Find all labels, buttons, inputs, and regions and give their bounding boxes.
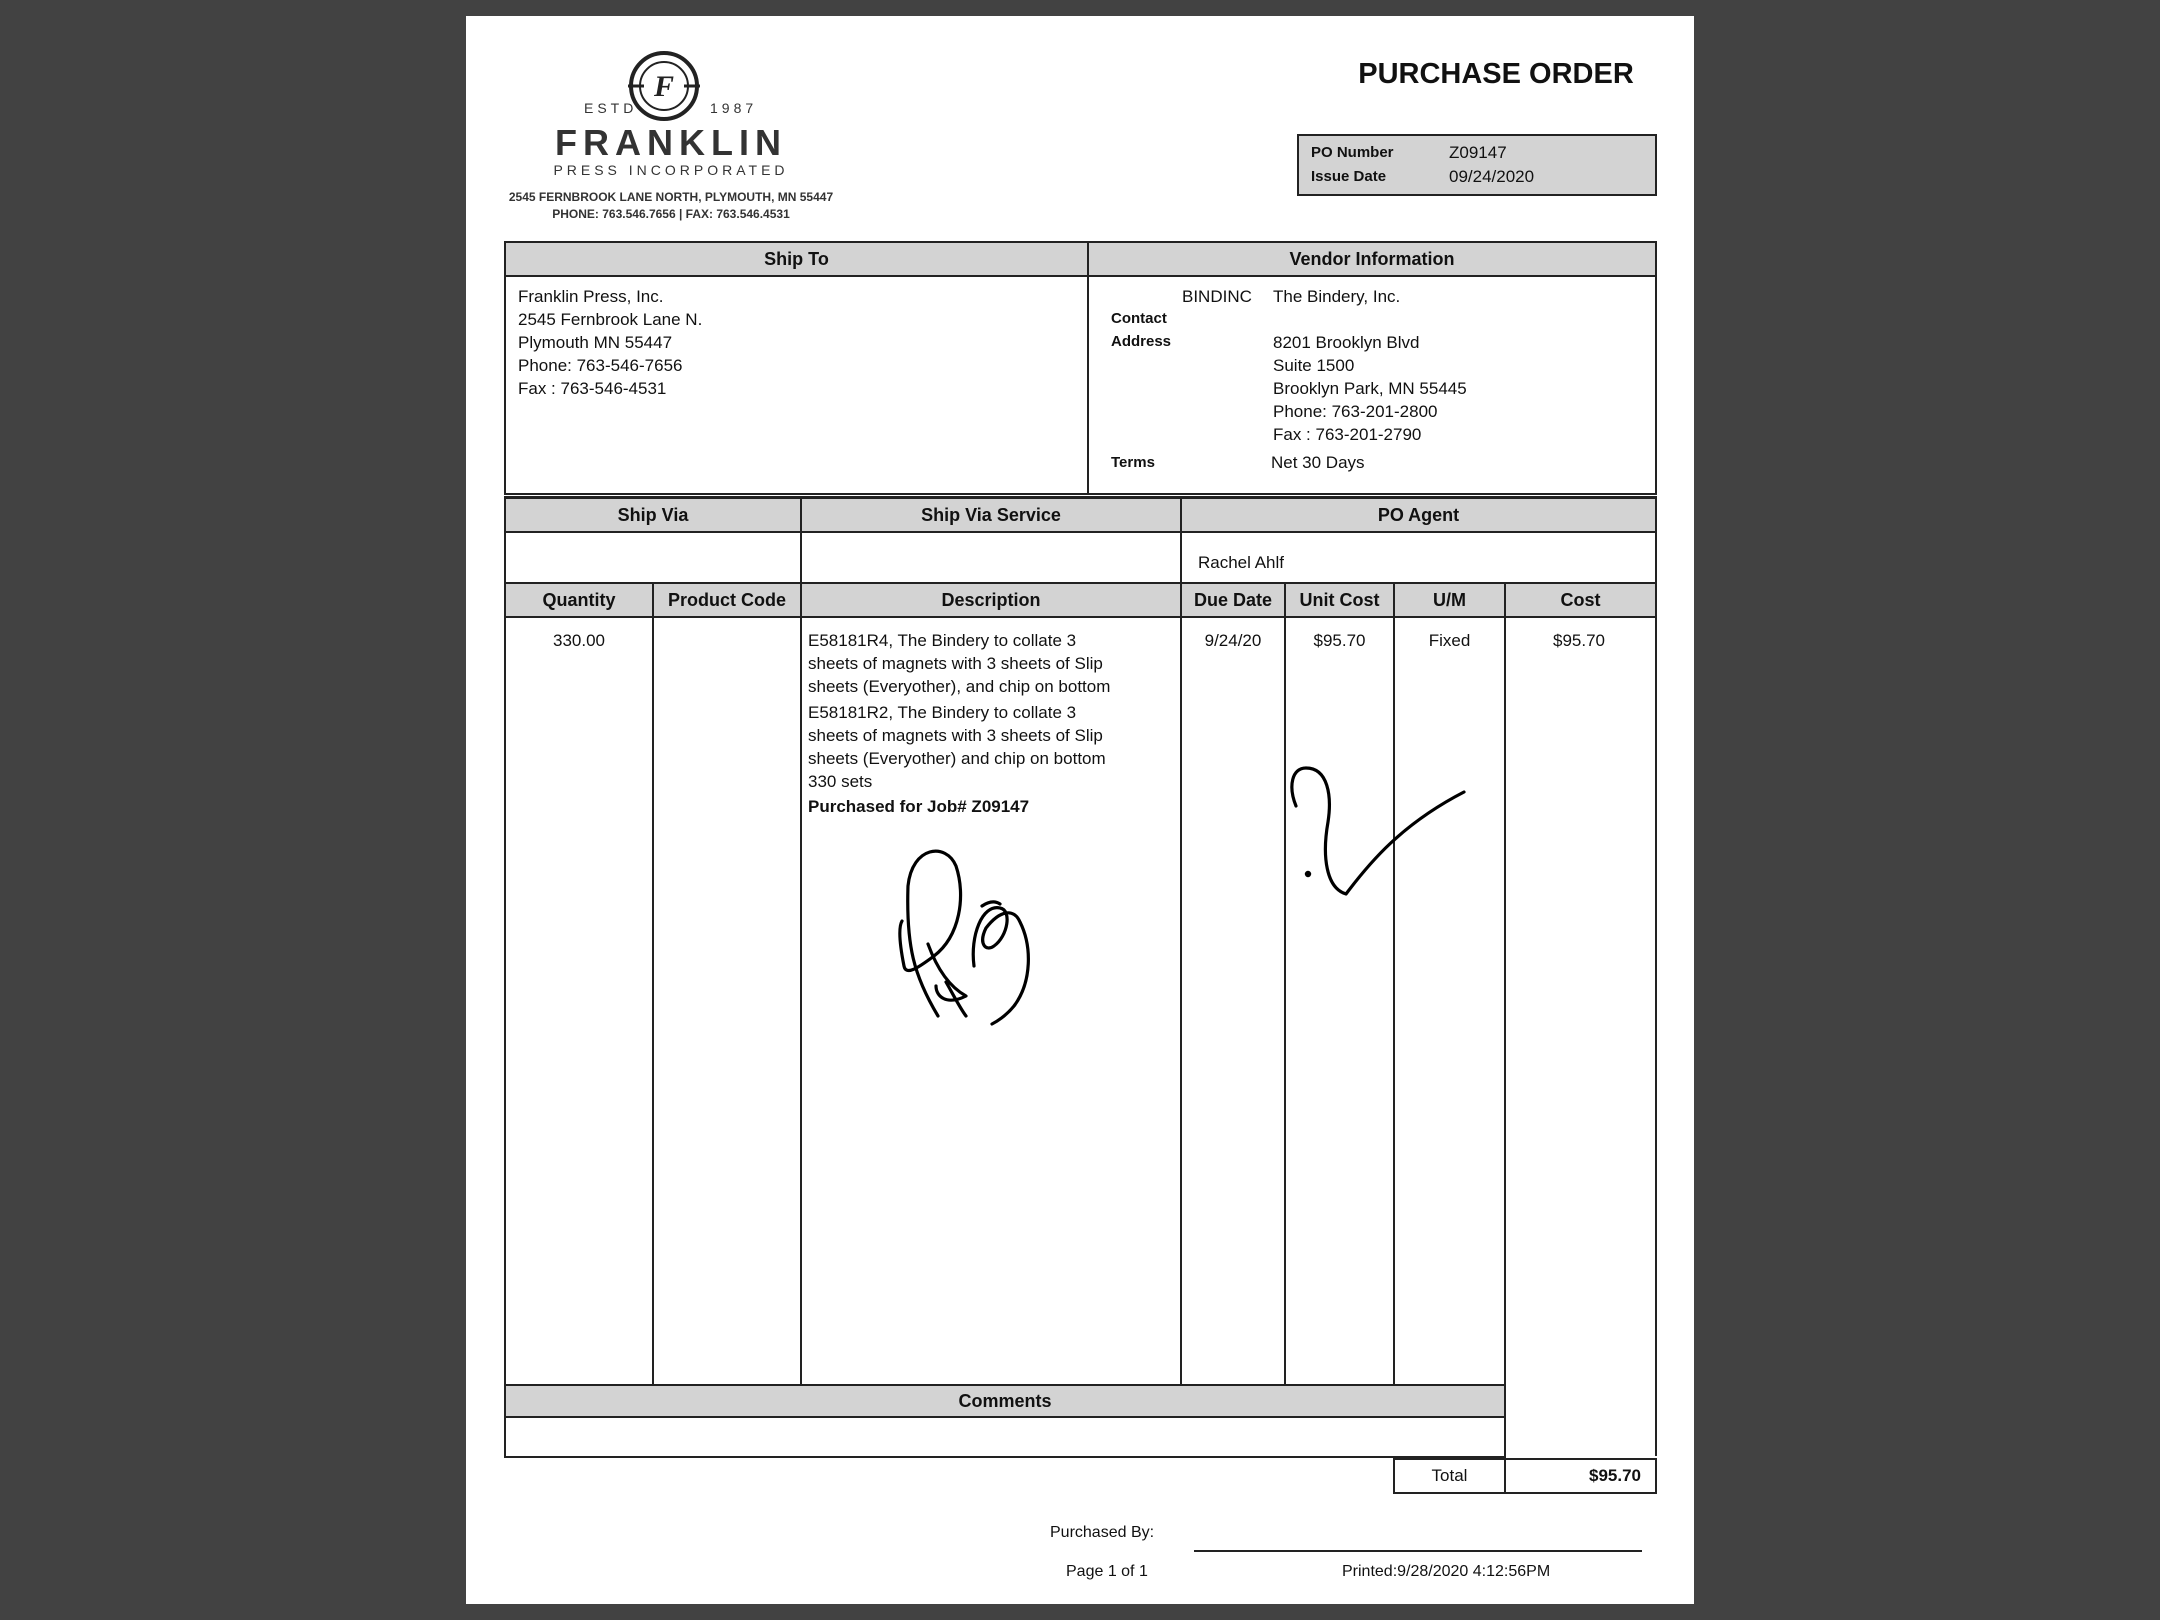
- po-number-label: PO Number: [1311, 144, 1394, 161]
- vendor-address-line: Brooklyn Park, MN 55445: [1273, 379, 1467, 398]
- item-cost: $95.70: [1553, 631, 1605, 650]
- ship-to-line: 2545 Fernbrook Lane N.: [518, 310, 703, 329]
- po-agent-header: PO Agent: [1180, 497, 1657, 533]
- handwritten-signature: [466, 16, 1694, 1604]
- logo-estd: ESTD: [584, 100, 638, 116]
- vendor-address-line: Phone: 763-201-2800: [1273, 402, 1438, 421]
- logo-company-name: FRANKLIN: [555, 122, 787, 163]
- column-header-um: U/M: [1393, 582, 1506, 618]
- item-description-line: sheets of magnets with 3 sheets of Slip: [808, 726, 1103, 745]
- vendor-terms-value: Net 30 Days: [1271, 453, 1365, 472]
- total-label: Total: [1393, 1458, 1506, 1494]
- item-due-date: 9/24/20: [1204, 631, 1262, 650]
- ship-to-line: Phone: 763-546-7656: [518, 356, 683, 375]
- item-description-line: E58181R4, The Bindery to collate 3: [808, 631, 1077, 650]
- comments-header: Comments: [504, 1384, 1506, 1418]
- total-value: $95.70: [1504, 1458, 1657, 1494]
- ship-to-line: Fax : 763-546-4531: [518, 379, 667, 398]
- item-description-line: sheets of magnets with 3 sheets of Slip: [808, 654, 1103, 673]
- printed-timestamp: Printed:9/28/2020 4:12:56PM: [1342, 1563, 1551, 1580]
- logo-company-subname: PRESS INCORPORATED: [553, 162, 789, 178]
- item-um: Fixed: [1428, 631, 1471, 650]
- item-description-line: sheets (Everyother) and chip on bottom: [808, 749, 1106, 768]
- column-header-unit-cost: Unit Cost: [1284, 582, 1395, 618]
- item-unit-cost: $95.70: [1313, 631, 1366, 650]
- purchased-by-label: Purchased By:: [1050, 1524, 1155, 1541]
- vendor-header: Vendor Information: [1087, 241, 1657, 277]
- issue-date-label: Issue Date: [1311, 168, 1387, 185]
- column-header-due-date: Due Date: [1180, 582, 1286, 618]
- company-address: 2545 FERNBROOK LANE NORTH, PLYMOUTH, MN 55447: [508, 190, 834, 204]
- vendor-address-line: 8201 Brooklyn Blvd: [1273, 333, 1420, 352]
- purchase-order-page: [466, 16, 1694, 1604]
- column-header-description: Description: [800, 582, 1182, 618]
- logo-year: 1987: [710, 100, 758, 116]
- vendor-terms-label: Terms: [1111, 454, 1155, 471]
- svg-text:F: F: [653, 70, 675, 103]
- company-phone: PHONE: 763.546.7656 | FAX: 763.546.4531: [552, 207, 790, 221]
- item-description-line: E58181R2, The Bindery to collate 3: [808, 703, 1077, 722]
- column-header-product-code: Product Code: [652, 582, 802, 618]
- item-job-line: Purchased for Job# Z09147: [808, 797, 1030, 816]
- po-agent-value: Rachel Ahlf: [1198, 553, 1284, 572]
- ship-to-line: Plymouth MN 55447: [518, 333, 673, 352]
- po-number-value: Z09147: [1449, 143, 1507, 162]
- vendor-contact-label: Contact: [1111, 310, 1167, 327]
- item-description-line: 330 sets: [808, 772, 873, 791]
- document-title: PURCHASE ORDER: [1358, 58, 1634, 90]
- vendor-name: The Bindery, Inc.: [1273, 287, 1401, 306]
- issue-date-value: 09/24/2020: [1449, 167, 1535, 186]
- vendor-address-line: Suite 1500: [1273, 356, 1355, 375]
- vendor-address-label: Address: [1111, 333, 1172, 350]
- column-header-quantity: Quantity: [504, 582, 654, 618]
- item-description-line: sheets (Everyother), and chip on bottom: [808, 677, 1111, 696]
- vendor-code: BINDINC: [1182, 287, 1252, 306]
- ship-to-line: Franklin Press, Inc.: [518, 287, 664, 306]
- ship-to-header: Ship To: [504, 241, 1089, 277]
- item-quantity: 330.00: [553, 631, 605, 650]
- ship-via-service-header: Ship Via Service: [800, 497, 1182, 533]
- column-header-cost: Cost: [1504, 582, 1657, 618]
- ship-via-header: Ship Via: [504, 497, 802, 533]
- vendor-address-line: Fax : 763-201-2790: [1273, 425, 1422, 444]
- page-number: Page 1 of 1: [1066, 1563, 1148, 1580]
